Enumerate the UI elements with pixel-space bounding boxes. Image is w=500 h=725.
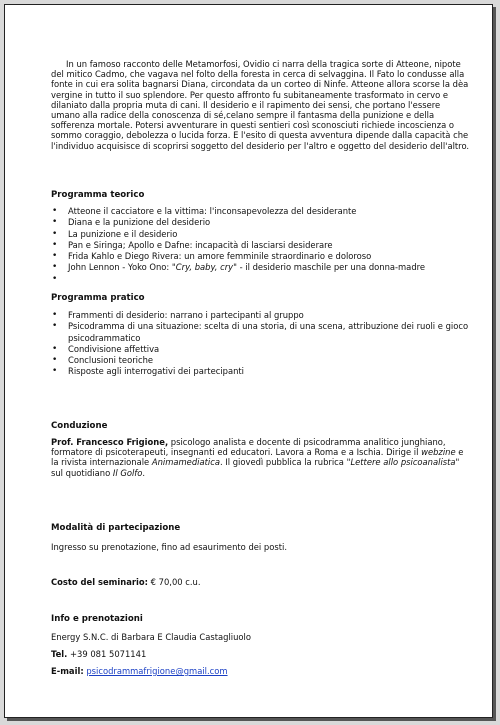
list-item: • Condivisione affettiva (52, 343, 160, 354)
bullet-icon: • (52, 310, 58, 320)
bullet-icon: • (52, 366, 58, 377)
list-item: • Diana e la punizione del desiderio (52, 217, 211, 228)
list-item: • Risposte agli interrogativi dei partecipanti (52, 366, 245, 377)
email-label: E-mail: (51, 666, 84, 676)
list-item: • John Lennon - Yoko Ono: "Cry, baby, cry" - il desiderio maschile per una donna-madre (52, 262, 426, 273)
bullet-icon: • (52, 217, 58, 228)
list-item: • Psicodramma di una situazione: scelta di una storia, di una scena, attribuzione dei ruoli e gioco psicodrammatico (52, 321, 469, 343)
intro-paragraph: In un famoso racconto delle Metamorfosi, Ovidio ci narra della tragica sorte di Atteone, nipote del mitico Cadmo, che vagava nel folto della foresta in cerca di selvaggina. Il Fato lo condusse alla fonte in cui era solita bagnarsi Diana, circondata da un corteo di Ninfe. Atteone allora scorse la dèa vergine in tutto il suo splendore. Per questo affronto fu subitaneamente trasformato in cervo e dilaniato dalla propria muta di cani. Il desiderio e il rapimento dei sensi, che portano l'essere umano alla radice della conoscenza di sé,celano sempre il fantasma della punizione e della sofferenza mortale. Potersi avventurare in questi sentieri così sconosciuti richiede incoscienza o sommo coraggio, debolezza o lucida forza. E l'esito di questa avventura dipende dalla capacità che l'individuo acquisisce di scoprirsi soggetto del desiderio per l'altro e oggetto del desiderio dell'altro. (51, 59, 470, 151)
bullet-icon: • (52, 273, 58, 284)
list-item: • Atteone il cacciatore e la vittima: l'inconsapevolezza del desiderante (52, 206, 357, 216)
conductor-name: Prof. Francesco Frigione, (51, 437, 169, 447)
cost-label: Costo del seminario: (51, 577, 148, 587)
list-item: • La punizione e il desiderio (52, 228, 178, 239)
participation-heading: Modalità di partecipazione (51, 523, 181, 533)
bullet-icon: • (52, 228, 58, 239)
cost-value: € 70,00 c.u. (148, 577, 201, 587)
phone-number: +39 081 5071141 (67, 649, 147, 659)
organization-text: Energy S.N.C. di Barbara E Claudia Castagliuolo (51, 632, 251, 642)
bullet-icon: • (52, 321, 58, 332)
info-heading: Info e prenotazioni (51, 614, 143, 624)
list-item: • Conclusioni teoriche (52, 355, 154, 366)
document-page (4, 4, 493, 718)
phone-label: Tel. (51, 649, 68, 659)
bullet-icon: • (52, 251, 58, 262)
list-item-empty (51, 274, 471, 285)
bullet-icon: • (52, 343, 58, 354)
practice-list (51, 310, 471, 378)
list-item: • Frida Kahlo e Diego Rivera: un amore femminile straordinario e doloroso (52, 251, 372, 262)
email-line (51, 666, 228, 676)
bullet-icon: • (52, 355, 58, 366)
bullet-icon: • (52, 239, 58, 250)
practice-heading: Programma pratico (51, 293, 145, 303)
bullet-icon: • (52, 262, 58, 273)
list-item: • Pan e Siringa; Apollo e Dafne: incapacità di lasciarsi desiderare (52, 239, 333, 250)
phone-line (51, 649, 146, 659)
email-link[interactable]: psicodrammafrigione@gmail.com (86, 666, 228, 676)
list-item: • Frammenti di desiderio: narrano i partecipanti al gruppo (52, 310, 304, 320)
bullet-icon: • (52, 206, 58, 216)
theory-heading: Programma teorico (51, 190, 145, 200)
conduction-heading: Conduzione (51, 421, 108, 431)
conduction-paragraph: Prof. Francesco Frigione, psicologo analista e docente di psicodramma analitico junghiano, formatore di psicoterapeuti, insegnanti ed educatori. Lavora a Roma e a Ischia. Dirige il webzine e la rivista internazionale Animamediatica. Il giovedì pubblica la rubrica "Lettere allo psicoanalista" sul quotidiano Il Golfo. (51, 437, 464, 478)
participation-text: Ingresso su prenotazione, fino ad esaurimento dei posti. (51, 542, 287, 552)
cost-line (51, 577, 201, 587)
theory-list (51, 206, 471, 285)
